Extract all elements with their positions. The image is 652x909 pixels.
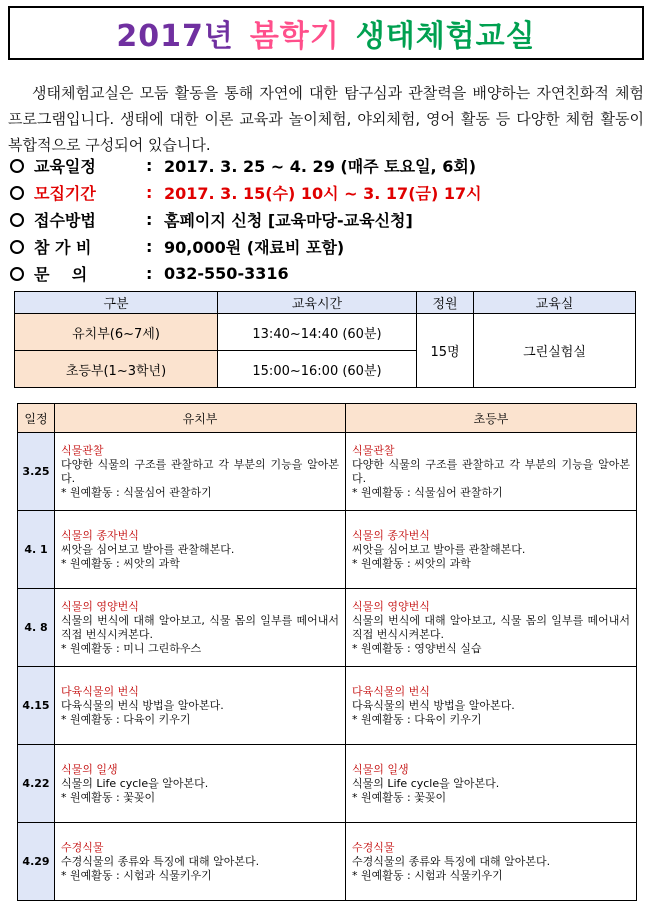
table-row (15, 314, 636, 351)
schedule-table (14, 291, 636, 388)
info-colon: : (146, 237, 153, 256)
program-topic: 수경식물 (61, 840, 104, 854)
program-activity: * 원예활동 : 시험과 식물키우기 (352, 868, 503, 882)
program-activity: * 원예활동 : 다육이 키우기 (352, 712, 482, 726)
program-activity: * 원예활동 : 씨앗의 과학 (352, 556, 471, 570)
info-value: 2017. 3. 15(수) 10시 ~ 3. 17(금) 17시 (164, 184, 482, 203)
program-date: 4. 8 (18, 589, 55, 667)
program-desc: 다육식물의 번식 방법을 알아본다. (61, 698, 224, 712)
program-elem-cell (346, 433, 637, 511)
schedule-group: 초등부(1~3학년) (15, 351, 218, 388)
info-item-method (10, 206, 640, 233)
program-table (17, 403, 637, 901)
program-activity: * 원예활동 : 식물심어 관찰하기 (61, 485, 212, 499)
program-date: 4.22 (18, 745, 55, 823)
program-desc: 다육식물의 번식 방법을 알아본다. (352, 698, 515, 712)
program-desc: 씨앗을 심어보고 발아를 관찰해본다. (61, 542, 235, 556)
program-topic: 식물의 영양번식 (61, 599, 139, 613)
program-elem-cell (346, 511, 637, 589)
info-item-schedule (10, 152, 640, 179)
info-colon: : (146, 156, 153, 175)
program-activity: * 원예활동 : 꽃꽂이 (61, 790, 156, 804)
program-topic: 다육식물의 번식 (61, 684, 139, 698)
schedule-header-time: 교육시간 (218, 292, 417, 314)
schedule-group: 유치부(6~7세) (15, 314, 218, 351)
schedule-capacity: 15명 (417, 314, 474, 388)
schedule-room: 그린실험실 (474, 314, 636, 388)
program-elem-cell (346, 823, 637, 901)
title-program: 생태체험교실 (355, 19, 536, 54)
program-date: 4.29 (18, 823, 55, 901)
program-topic: 식물관찰 (352, 443, 395, 457)
table-row (18, 511, 637, 589)
program-kinder-cell (55, 823, 346, 901)
info-colon: : (146, 210, 153, 229)
info-label: 교육일정 (34, 157, 96, 176)
program-desc: 수경식물의 종류와 특징에 대해 알아본다. (352, 854, 551, 868)
info-label: 모집기간 (34, 184, 96, 203)
program-desc: 식물의 Life cycle을 알아본다. (352, 776, 500, 790)
program-topic: 식물의 종자번식 (61, 528, 139, 542)
program-activity: * 원예활동 : 씨앗의 과학 (61, 556, 180, 570)
circle-bullet-icon (10, 267, 24, 281)
program-desc: 씨앗을 심어보고 발아를 관찰해본다. (352, 542, 526, 556)
table-row (18, 667, 637, 745)
program-activity: * 원예활동 : 꽃꽂이 (352, 790, 447, 804)
schedule-header-group: 구분 (15, 292, 218, 314)
program-topic: 식물관찰 (61, 443, 104, 457)
program-activity: * 원예활동 : 영양번식 실습 (352, 641, 482, 655)
program-desc: 식물의 Life cycle을 알아본다. (61, 776, 209, 790)
info-value: 2017. 3. 25 ~ 4. 29 (매주 토요일, 6회) (164, 157, 477, 176)
program-kinder-cell (55, 511, 346, 589)
program-kinder-cell (55, 667, 346, 745)
info-value: 032-550-3316 (164, 264, 289, 283)
table-row (18, 433, 637, 511)
title-year: 2017년 (116, 19, 234, 54)
circle-bullet-icon (10, 186, 24, 200)
intro-paragraph: 생태체험교실은 모둠 활동을 통해 자연에 대한 탐구심과 관찰력을 배양하는 자연친화적 체험 프로그램입니다. 생태에 대한 이론 교육과 놀이체험, 야외체험, 영어 활동 등 다양한 체험 활동이 복합적으로 구성되어 있습니다. (8, 84, 644, 154)
circle-bullet-icon (10, 240, 24, 254)
page-title (8, 6, 644, 60)
program-elem-cell (346, 745, 637, 823)
schedule-header-capacity: 정원 (417, 292, 474, 314)
info-list (10, 152, 640, 287)
program-activity: * 원예활동 : 다육이 키우기 (61, 712, 191, 726)
info-colon: : (146, 183, 153, 202)
program-kinder-cell (55, 433, 346, 511)
info-colon: : (146, 264, 153, 283)
program-header-elem: 초등부 (346, 404, 637, 433)
info-item-fee (10, 233, 640, 260)
program-kinder-cell (55, 589, 346, 667)
info-value: 홈페이지 신청 [교육마당-교육신청] (164, 211, 413, 230)
program-desc: 식물의 번식에 대해 알아보고, 식물 몸의 일부를 떼어내서 직접 번식시켜본다. (61, 613, 339, 641)
program-date: 4.15 (18, 667, 55, 745)
program-topic: 다육식물의 번식 (352, 684, 430, 698)
program-elem-cell (346, 589, 637, 667)
program-topic: 식물의 일생 (61, 762, 118, 776)
program-topic: 수경식물 (352, 840, 395, 854)
table-row (18, 589, 637, 667)
info-item-recruitment (10, 179, 640, 206)
program-header-date: 일정 (18, 404, 55, 433)
program-desc: 수경식물의 종류와 특징에 대해 알아본다. (61, 854, 260, 868)
program-date: 4. 1 (18, 511, 55, 589)
schedule-time: 13:40~14:40 (60분) (218, 314, 417, 351)
circle-bullet-icon (10, 159, 24, 173)
info-label: 문 의 (34, 265, 88, 284)
info-value: 90,000원 (재료비 포함) (164, 238, 345, 257)
program-topic: 식물의 종자번식 (352, 528, 430, 542)
program-activity: * 원예활동 : 미니 그린하우스 (61, 641, 202, 655)
program-topic: 식물의 일생 (352, 762, 409, 776)
schedule-header-row (15, 292, 636, 314)
program-date: 3.25 (18, 433, 55, 511)
table-row (18, 823, 637, 901)
title-season: 봄학기 (249, 19, 340, 54)
program-activity: * 원예활동 : 시험과 식물키우기 (61, 868, 212, 882)
program-activity: * 원예활동 : 식물심어 관찰하기 (352, 485, 503, 499)
schedule-header-room: 교육실 (474, 292, 636, 314)
program-topic: 식물의 영양번식 (352, 599, 430, 613)
table-row (18, 745, 637, 823)
info-item-contact (10, 260, 640, 287)
schedule-time: 15:00~16:00 (60분) (218, 351, 417, 388)
program-desc: 다양한 식물의 구조를 관찰하고 각 부분의 기능을 알아본다. (352, 457, 630, 485)
info-label: 접수방법 (34, 211, 96, 230)
program-desc: 다양한 식물의 구조를 관찰하고 각 부분의 기능을 알아본다. (61, 457, 339, 485)
info-label: 참 가 비 (34, 238, 92, 257)
program-header-row (18, 404, 637, 433)
circle-bullet-icon (10, 213, 24, 227)
program-desc: 식물의 번식에 대해 알아보고, 식물 몸의 일부를 떼어내서 직접 번식시켜본다. (352, 613, 630, 641)
program-elem-cell (346, 667, 637, 745)
program-header-kinder: 유치부 (55, 404, 346, 433)
program-kinder-cell (55, 745, 346, 823)
